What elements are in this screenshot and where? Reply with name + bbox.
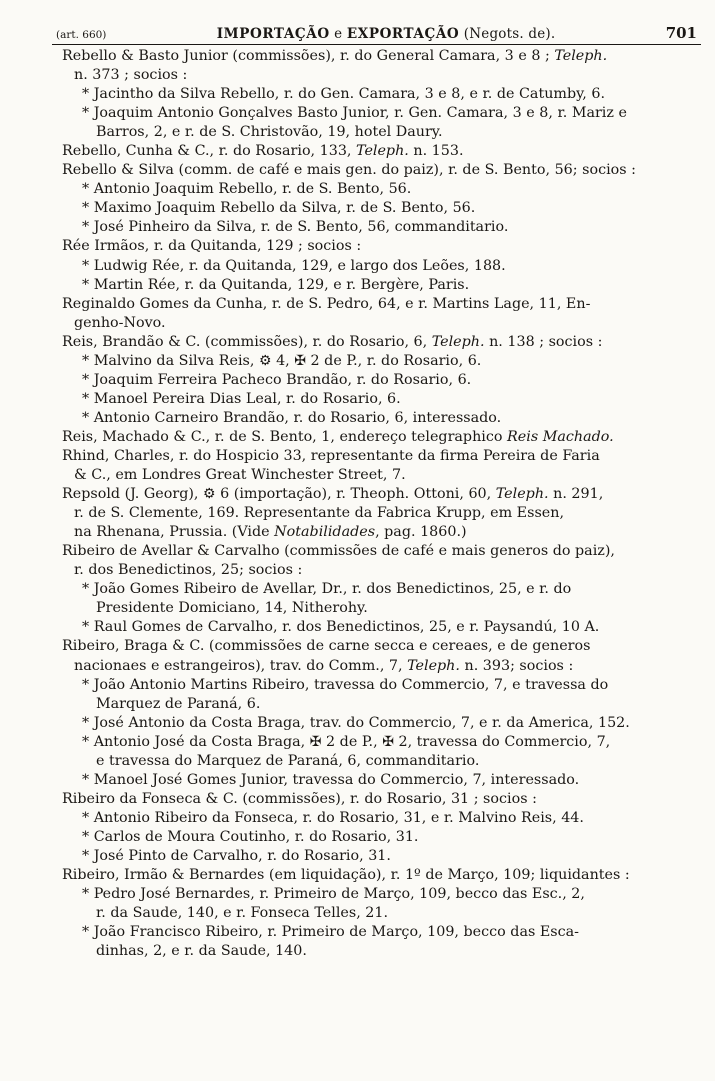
entry-line: dinhas, 2, e r. da Saude, 140. [96,943,307,960]
entry-line: Ribeiro de Avellar & Carvalho (commissões de café e mais generos do paiz), [62,543,615,560]
entry-line: Rebello & Basto Junior (commissões), r. do General Camara, 3 e 8 ; Teleph. [62,48,608,64]
entry-line: Ribeiro da Fonseca & C. (commissões), r. do Rosario, 31 ; socios : [62,790,537,807]
entry-line: Rée Irmãos, r. da Quitanda, 129 ; socios : [62,238,362,255]
entry-line: n. 373 ; socios : [74,67,188,84]
entry-line: na Rhenana, Prussia. (Vide Notabilidades , pag. 1860.) [74,524,467,541]
entry-line: Rhind, Charles, r. do Hospicio 33, representante da firma Pereira de Faria [62,447,600,464]
entry-line: Reginaldo Gomes da Cunha, r. de S. Pedro, 64, e r. Martins Lage, 11, En- [62,295,591,312]
entry-line: * Joaquim Ferreira Pacheco Brandão, r. do Rosario, 6. [82,371,472,388]
entry-line: Repsold (J. Georg), ⚙ 6 (importação), r. Theoph. Ottoni, 60, Teleph. n. 291, [52,485,701,504]
entry-line: * João Francisco Ribeiro, r. Primeiro de Março, 109, becco das Esca- [82,924,579,941]
entry-line: r. dos Benedictinos, 25; socios : [74,562,303,579]
cross-icon: ✠ [294,352,306,369]
gear-icon: ⚙ [258,352,272,369]
entry-line: * João Antonio Martins Ribeiro, travessa do Commercio, 7, e travessa do [82,676,609,693]
entry-line: * Carlos de Moura Coutinho, r. do Rosario, 31. [82,828,419,845]
entry-line: r. de S. Clemente, 169. Representante da Fabrica Krupp, em Essen, [74,505,564,522]
entry-line: * Malvino da Silva Reis, ⚙ 4, ✠ 2 de P., r. do Rosario, 6. [52,352,701,371]
entry-line: genho-Novo. [74,314,166,331]
entry-line: Marquez de Paraná, 6. [96,695,261,712]
title-import: IMPORTAÇÃO [216,26,330,42]
entry-line: * Martin Rée, r. da Quitanda, 129, e r. Bergère, Paris. [82,276,470,293]
entry-line: * Maximo Joaquim Rebello da Silva, r. de S. Bento, 56. [82,200,476,217]
entry-line: * Ludwig Rée, r. da Quitanda, 129, e largo dos Leões, 188. [82,257,506,274]
entry-line: & C., em Londres Great Winchester Street, 7. [74,467,406,484]
entry-line: Ribeiro, Braga & C. (commissões de carne secca e cereaes, e de generos [62,638,591,655]
entry-line: * Antonio Ribeiro da Fonseca, r. do Rosario, 31, e r. Malvino Reis, 44. [82,809,584,826]
entry-line: Reis, Machado & C., r. de S. Bento, 1, endereço telegraphico Reis Machado. [62,428,614,445]
entry-line: * José Antonio da Costa Braga, trav. do Commercio, 7, e r. da America, 152. [82,714,630,731]
title-export: EXPORTAÇÃO [346,26,460,42]
entry-line: Rebello & Silva (comm. de café e mais gen. do paiz), r. de S. Bento, 56; socios : [62,162,636,179]
entry-line: * José Pinto de Carvalho, r. do Rosario, 31. [82,847,391,864]
title-qualifier: (Negots. de). [459,26,556,42]
entry-line: r. da Saude, 140, e r. Fonseca Telles, 21. [96,905,389,922]
section-title [217,26,556,42]
entry-line: * Pedro José Bernardes, r. Primeiro de Março, 109, becco das Esc., 2, [82,886,585,903]
entry-line: Ribeiro, Irmão & Bernardes (em liquidação), r. 1º de Março, 109; liquidantes : [62,867,630,884]
entry-line: * Manoel José Gomes Junior, travessa do Commercio, 7, interessado. [82,771,580,788]
entry-line: * Antonio Carneiro Brandão, r. do Rosario, 6, interessado. [82,409,502,426]
entry-line: * Manoel Pereira Dias Leal, r. do Rosario, 6. [82,390,401,407]
entry-line: nacionaes e estrangeiros), trav. do Comm., 7, Teleph. n. 393; socios : [74,657,574,674]
title-conjunction: e [329,26,347,42]
running-header [52,24,701,45]
cross-icon: ✠ [382,733,394,750]
cross-icon: ✠ [309,733,322,750]
entry-line: * Joaquim Antonio Gonçalves Basto Junior, r. Gen. Camara, 3 e 8, r. Mariz e [82,105,627,122]
gear-icon: ⚙ [203,486,216,503]
entry-line: * Raul Gomes de Carvalho, r. dos Benedictinos, 25, e r. Paysandú, 10 A. [82,619,600,636]
entry-line: Reis, Brandão & C. (commissões), r. do Rosario, 6, Teleph. n. 138 ; socios : [62,333,603,350]
directory-entries [52,47,701,961]
entry-line: * Antonio José da Costa Braga, ✠ 2 de P., ✠ 2, travessa do Commercio, 7, [52,733,701,752]
entry-line: e travessa do Marquez de Paraná, 6, commanditario. [96,752,480,769]
entry-line: * Jacintho da Silva Rebello, r. do Gen. Camara, 3 e 8, e r. de Catumby, 6. [82,86,606,103]
entry-line: * José Pinheiro da Silva, r. de S. Bento, 56, commanditario. [82,219,509,236]
article-reference: (art. 660) [56,29,107,41]
page-number: 701 [665,24,697,42]
entry-line: * Antonio Joaquim Rebello, r. de S. Bento, 56. [82,181,412,198]
entry-line: Presidente Domiciano, 14, Nitherohy. [96,600,368,617]
entry-line: Rebello, Cunha & C., r. do Rosario, 133, Teleph. n. 153. [62,143,464,160]
entry-line: Barros, 2, e r. de S. Christovão, 19, hotel Daury. [96,124,443,141]
entry-line: * João Gomes Ribeiro de Avellar, Dr., r. dos Benedictinos, 25, e r. do [82,581,572,598]
